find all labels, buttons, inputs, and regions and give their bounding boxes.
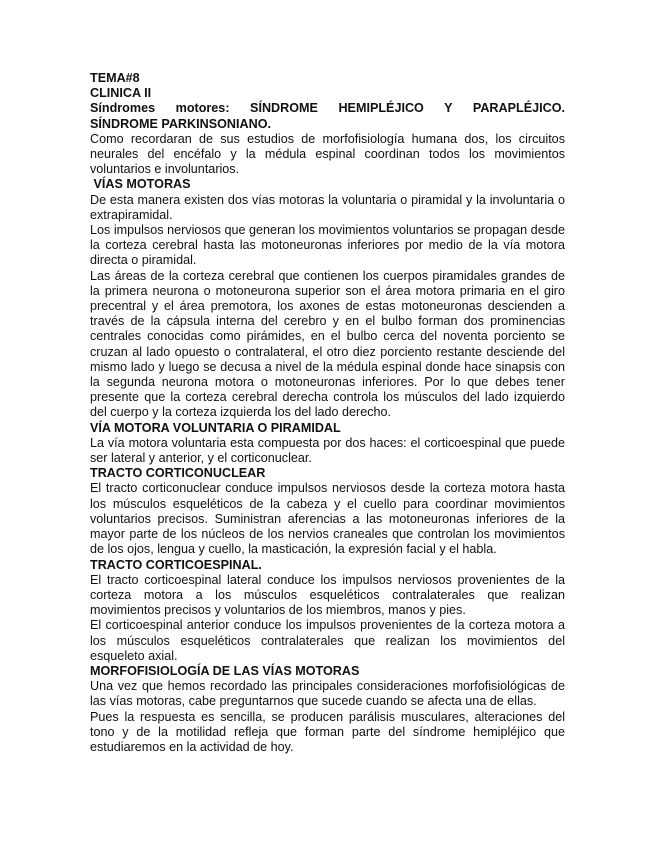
paragraph: El tracto corticoespinal lateral conduce los impulsos nerviosos provenientes de la corteza motora a los músculos esqueléticos contralaterales que realizan movimientos precisos y voluntarios de los miembros, manos y pies. [90, 572, 565, 618]
title-block [90, 71, 565, 132]
paragraph: De esta manera existen dos vías motoras la voluntaria o piramidal y la involuntaria o extrapiramidal. [90, 192, 565, 222]
paragraph: El corticoespinal anterior conduce los impulsos provenientes de la corteza motora a los músculos esqueléticos contralaterales que realizan los movimientos del esqueleto axial. [90, 618, 565, 663]
topic-heading: TEMA#8 [90, 71, 140, 85]
paragraph: La vía motora voluntaria esta compuesta por dos haces: el corticoespinal que puede ser lateral y anterior, y el corticonuclear. [90, 435, 565, 466]
subtitle-line-2: SÍNDROME PARKINSONIANO. [90, 116, 271, 131]
paragraph: Los impulsos nerviosos que generan los movimientos voluntarios se propagan desde la corteza cerebral hasta las motoneuronas inferiores por medio de la vía motora directa o piramidal. [90, 223, 565, 268]
paragraph: Una vez que hemos recordado las principales consideraciones morfofisiológicas de las vías motoras, cabe preguntarnos que sucede cuando se afecta una de ellas. [90, 679, 565, 709]
section-heading-morfofisiologia: MORFOFISIOLOGÍA DE LAS VÍAS MOTORAS [90, 663, 360, 678]
paragraph: El tracto corticonuclear conduce impulsos nerviosos desde la corteza motora hasta los músculos esqueléticos de la cabeza y el cuello para coordinar movimientos voluntarios precisos. Suministran aferencias a las motoneuronas inferiores de la mayor parte de los núcleos de los nervios craneales que controlan los movimientos de los ojos, lengua y cuello, la masticación, la expresión facial y el habla. [90, 481, 565, 557]
section-heading-tracto-corticoespinal: TRACTO CORTICOESPINAL. [90, 557, 262, 572]
course-heading: CLINICA II [90, 86, 152, 101]
paragraph: Pues la respuesta es sencilla, se producen parálisis musculares, alteraciones del tono y de la motilidad refleja que forman parte del síndrome hemipléjico que estudiaremos en la actividad de hoy. [90, 709, 565, 754]
subtitle-line-1: Síndromes motores: SÍNDROME HEMIPLÉJICO Y PARAPLÉJICO. [90, 101, 565, 116]
paragraph: Las áreas de la corteza cerebral que contienen los cuerpos piramidales grandes de la primera neurona o motoneurona superior son el área motora primaria en el giro precentral y el área premotora, los axones de estas motoneuronas descienden a través de la cápsula interna del cerebro y en el bulbo forman dos prominencias centrales conocidas como pirámides, en el bulbo cerca del noventa porciento se cruzan al lado opuesto o contralateral, el otro diez porciento restante desciende del mismo lado y luego se decusa a nivel de la médula espinal donde hace sinapsis con la segunda neurona motora o motoneuronas inferiores. Por lo que debes tener presente que la corteza cerebral derecha controla los músculos del lado izquierdo del cuerpo y la corteza izquierda los del lado derecho. [90, 268, 565, 420]
section-heading-tracto-corticonuclear: TRACTO CORTICONUCLEAR [90, 466, 266, 481]
intro-paragraph: Como recordaran de sus estudios de morfofisiología humana dos, los circuitos neurales del encéfalo y la médula espinal coordinan todos los movimientos voluntarios e involuntarios. [90, 131, 565, 177]
section-heading-via-voluntaria: VÍA MOTORA VOLUNTARIA O PIRAMIDAL [90, 420, 341, 435]
section-heading-vias-motoras: VÍAS MOTORAS [90, 177, 191, 192]
document-page [90, 71, 565, 755]
